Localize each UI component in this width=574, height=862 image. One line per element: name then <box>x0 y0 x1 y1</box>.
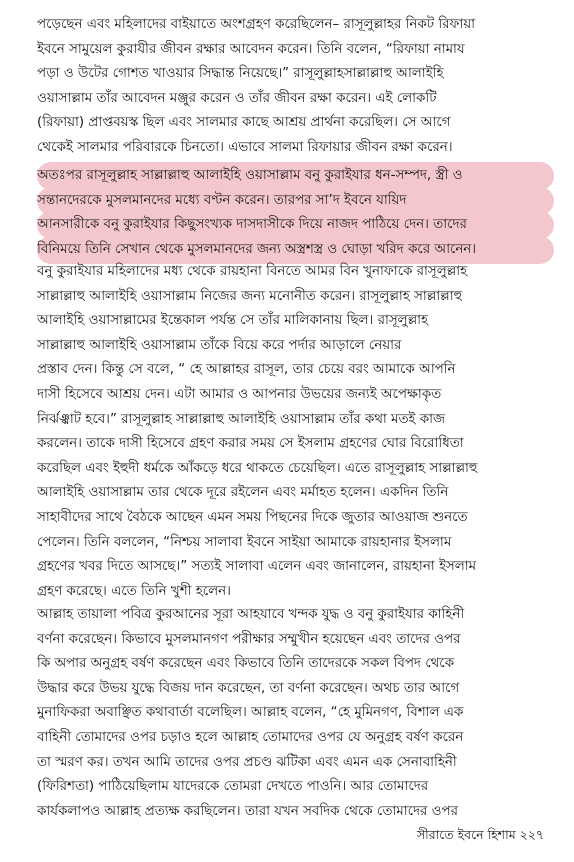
highlighted-line: আনসারীকে বনু কুরাইযার কিছুসংখ্যক দাসদাসীকে দিয়ে নাজদ পাঠিয়ে দেন। তাদের <box>37 217 467 233</box>
text-line: সাল্লাল্লাহু আলাইহি ওয়াসাল্লাম নিজের জন্য মনোনীত করেন। রাসূলুল্লাহ সাল্লাল্লাহু <box>37 288 463 304</box>
text-line: বনু কুরাইযার মহিলাদের মধ্য থেকে রায়হানা বিনতে আমর বিন খুনাফাকে রাসূলুল্লাহ <box>37 264 468 279</box>
text-line: উদ্ধার করে উভয় যুদ্ধে বিজয় দান করেছেন, তা বর্ণনা করেছেন। অথচ তার আগে <box>37 680 460 696</box>
text-line: করেছিল এবং ইহুদী ধর্মকে আঁকড়ে ধরে থাকতে চেয়েছিল। এতে রাসূলুল্লাহ সাল্লাল্লাহু <box>37 460 478 476</box>
text-line: আল্লাহ তায়ালা পবিত্র কুরআনের সূরা আহযাবে খন্দক যুদ্ধ ও বনু কুরাইযার কাহিনী <box>37 607 465 622</box>
text-line: বাহিনী তোমাদের ওপর চড়াও হলে আল্লাহ তোমাদের ওপর যে অনুগ্রহ বর্ষণ করেন <box>37 729 464 745</box>
text-line: সাল্লাল্লাহু আলাইহি ওয়াসাল্লাম তাঁকে বিয়ে করে পর্দার আড়ালে নেয়ার <box>37 337 402 353</box>
text-line: কি অপার অনুগ্রহ বর্ষণ করেছেন এবং কিভাবে তিনি তাদেরকে সকল বিপদ থেকে <box>37 656 455 672</box>
text-line: থেকেই সালমার পরিবারকে চিনতো। এভাবে সালমা রিফায়ার জীবন রক্ষা করেন। <box>37 139 453 155</box>
text-line: পেলেন। তিনি বললেন, “নিশ্চয় সালাবা ইবনে সাইয়া আমাকে রায়হানার ইসলাম <box>37 534 452 550</box>
text-line: পড়া ও উটের গোশত খাওয়ার সিদ্ধান্ত নিয়েছে।” রাসূলুল্লাহসাল্লাল্লাহু আলাইহি <box>37 66 444 82</box>
highlighted-line: সন্তানদেরকে মুসলমানদের মধ্যে বণ্টন করেন। তারপর সা’দ ইবনে যায়িদ <box>37 192 407 208</box>
text-line: বর্ণনা করেছেন। কিভাবে মুসলমানগণ পরীক্ষার সম্মুখীন হয়েছেন এবং তাদের ওপর <box>37 631 461 647</box>
text-line: মুনাফিকরা অবাঞ্ছিত কথাবার্তা বলেছিল। আল্লাহ বলেন, “হে মুমিনগণ, বিশাল এক <box>37 705 464 721</box>
text-line: ইবনে সামুয়েল কুরাযীর জীবন রক্ষার আবেদন করেন। তিনি বলেন, “রিফায়া নামায <box>37 41 465 57</box>
text-line: তা স্মরণ কর। তখন আমি তাদের ওপর প্রচণ্ড ঝটিকা এবং এমন এক সেনাবাহিনী <box>37 754 457 770</box>
text-line: পড়েছেন এবং মহিলাদের বাইয়াতে অংশগ্রহণ করেছিলেন– রাসূলুল্লাহর নিকট রিফায়া <box>37 17 475 32</box>
text-line: গ্রহণের খবর দিতে আসছে।” সত্যই সালাবা এলেন এবং জানালেন, রায়হানা ইসলাম <box>37 559 477 575</box>
text-line: নির্ঝঞ্ঝাট হবে।” রাসূলুল্লাহ সাল্লাল্লাহু আলাইহি ওয়াসাল্লাম তাঁর কথা মতই কাজ <box>37 411 445 427</box>
highlighted-line: বিনিময়ে তিনি সেখান থেকে মুসলমানদের জন্য অস্ত্রশস্ত্র ও ঘোড়া খরিদ করে আনেন। <box>37 241 477 257</box>
page-footer: সীরাতে ইবনে হিশাম ২২৭ <box>416 827 544 842</box>
text-line: গ্রহণ করেছে। এতে তিনি খুশী হলেন। <box>37 583 231 599</box>
text-line: ওয়াসাল্লাম তাঁর আবেদন মঞ্জুর করেন ও তাঁর জীবন রক্ষা করেন। এই লোকটি <box>37 90 437 106</box>
text-line: আলাইহি ওয়াসাল্লামের ইন্তেকাল পর্যন্ত সে তাঁর মালিকানায় ছিল। রাসূলুল্লাহ <box>37 313 429 329</box>
text-line: কার্যকলাপও আল্লাহ প্রত্যক্ষ করছিলেন। তারা যখন সবদিক থেকে তোমাদের ওপর <box>37 803 458 819</box>
paragraph <box>37 603 549 824</box>
text-line: (ফিরিশতা) পাঠিয়েছিলাম যাদেরকে তোমরা দেখতে পাওনি। আর তোমাদের <box>37 779 429 795</box>
text-line: (রিফায়া) প্রাপ্তবয়স্ক ছিল এবং সালমার কাছে আশ্রয় প্রার্থনা করেছিল। সে আগে <box>37 115 451 131</box>
paragraph <box>37 260 549 604</box>
text-line: প্রস্তাব দেন। কিন্তু সে বলে, “ হে আল্লাহর রাসূল, তার চেয়ে বরং আমাকে আপনি <box>37 362 456 378</box>
highlighted-line: অতঃপর রাসূলুল্লাহ সাল্লাল্লাহু আলাইহি ওয়াসাল্লাম বনু কুরাইযার ধন-সম্পদ, স্ত্রী ও <box>37 168 463 183</box>
paragraph <box>37 164 549 262</box>
text-line: দাসী হিসেবে আশ্রয় দেন। এটা আমার ও আপনার উভয়ের জন্যই অপেক্ষাকৃত <box>37 386 442 402</box>
text-line: করলেন। তাকে দাসী হিসেবে গ্রহণ করার সময় সে ইসলাম গ্রহণের ঘোর বিরোধিতা <box>37 436 464 452</box>
paragraph <box>37 13 549 161</box>
text-line: সাহাবীদের সাথে বৈঠকে আছেন এমন সময় পিছনের দিকে জুতার আওয়াজ শুনতে <box>37 509 468 525</box>
text-line: আলাইহি ওয়াসাল্লাম তার থেকে দূরে রইলেন এবং মর্মাহত হলেন। একদিন তিনি <box>37 485 449 501</box>
